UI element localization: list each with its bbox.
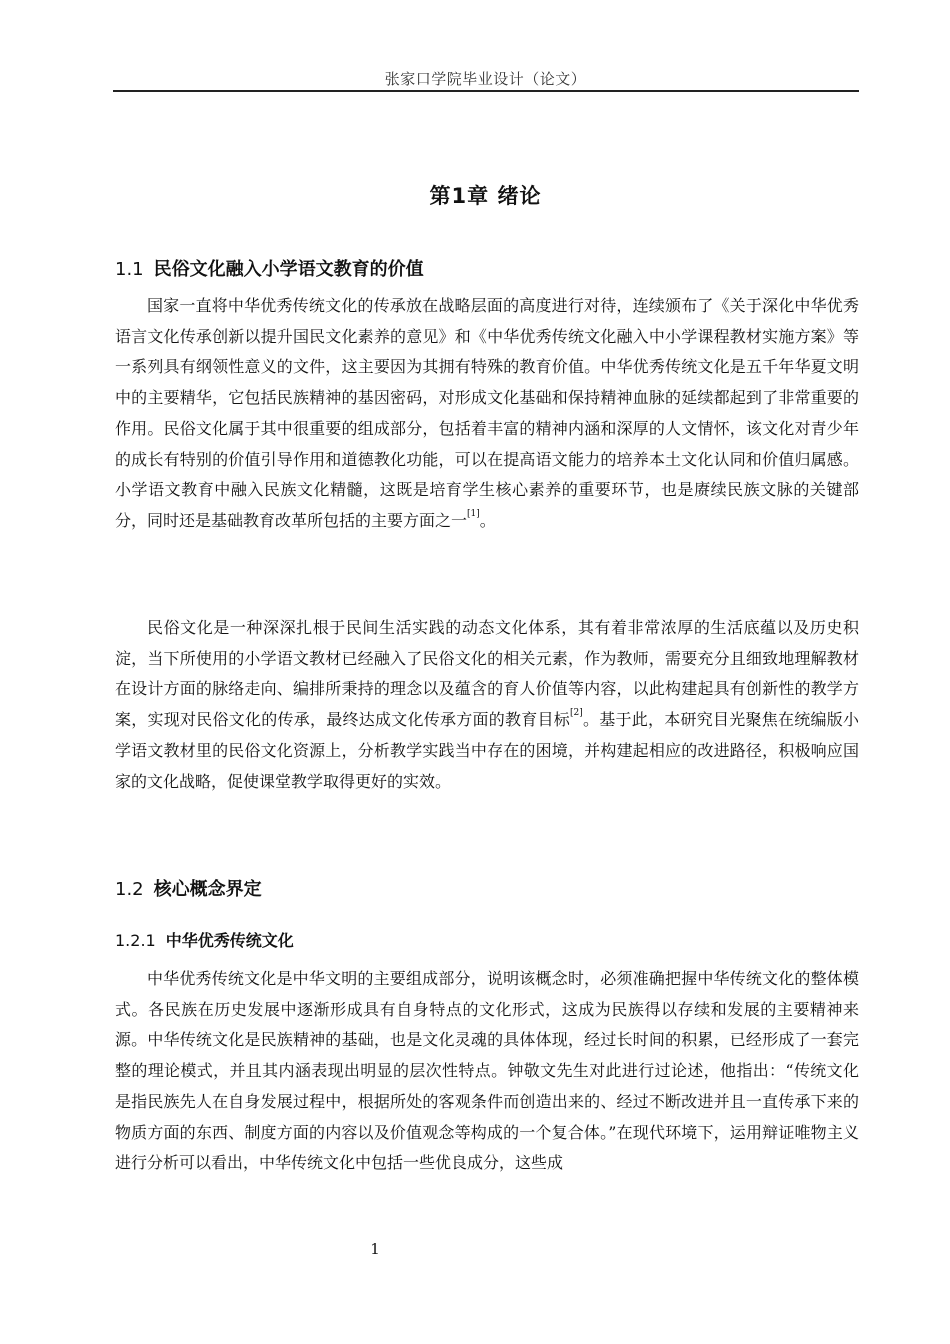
page-number: 1 [370,1240,380,1258]
body-paragraph-1 [115,291,859,537]
running-header: 张家口学院毕业设计（论文） [384,70,587,88]
section-number: 1.2 [115,879,144,900]
citation-marker: [2] [569,708,583,719]
citation-marker: [1] [467,508,480,519]
body-paragraph-2 [115,613,859,797]
body-paragraph-3: 中华优秀传统文化是中华文明的主要组成部分，说明该概念时，必须准确把握中华传统文化的整体模式。各民族在历史发展中逐渐形成具有自身特点的文化形式，这成为民族得以存续和发展的主要精神来源。中华传统文化是民族精神的基础，也是文化灵魂的具体体现，经过长时间的积累，已经形成了一套完整的理论模式，并且其内涵表现出明显的层次性特点。钟敬文先生对此进行过论述，他指出：“传统文化是指民族先人在自身发展过程中，根据所处的客观条件而创造出来的、经过不断改进并且一直传承下来的物质方面的东西、制度方面的内容以及价值观念等构成的一个复合体。”在现代环境下，运用辩证唯物主义进行分析可以看出，中华传统文化中包括一些优良成分，这些成 [115,969,859,1173]
paragraph-text: 国家一直将中华优秀传统文化的传承放在战略层面的高度进行对待，连续颁布了《关于深化中华优秀语言文化传承创新以提升国民文化素养的意见》和《中华优秀传统文化融入中小学课程教材实施方案》等一系列具有纲领性意义的文件，这主要因为其拥有特殊的教育价值。中华优秀传统文化是五千年华夏文明中的主要精华，它包括民族精神的基因密码，对形成文化基础和保持精神血脉的延续都起到了非常重要的作用。民俗文化属于其中很重要的组成部分，包括着丰富的精神内涵和深厚的人文情怀，该文化对青少年的成长有特别的价值引导作用和道德教化功能，可以在提高语文能力的培养本土文化认同和价值归属感。小学语文教育中融入民族文化精髓，这既是培育学生核心素养的重要环节，也是赓续民族文脉的关键部分，同时还是基础教育改革所包括的主要方面之一 [115,296,859,530]
section-title: 核心概念界定 [153,879,262,900]
paragraph-tail: 。基于此，本研究目光聚焦在统编版小学语文教材里的民俗文化资源上，分析教学实践当中存在的困境，并构建起相应的改进路径，积极响应国家的文化战略，促使课堂教学取得更好的实效。 [115,710,859,791]
subsection-heading-1-2-1 [115,928,294,951]
paragraph-tail: 。 [479,510,496,530]
paragraph-text: 民俗文化是一种深深扎根于民间生活实践的动态文化体系，其有着非常浓厚的生活底蕴以及历史积淀，当下所使用的小学语文教材已经融入了民俗文化的相关元素，作为教师，需要充分且细致地理解教材在设计方面的脉络走向、编排所秉持的理念以及蕴含的育人价值等内容，以此构建起具有创新性的教学方案，实现对民俗文化的传承，最终达成文化传承方面的教育目标 [115,618,859,730]
chapter-title: 第1章 绪论 [429,184,542,208]
subsection-title: 中华优秀传统文化 [165,931,294,950]
section-number: 1.1 [115,259,144,280]
header-rule [113,90,859,92]
section-heading-1-2 [115,875,262,901]
subsection-number: 1.2.1 [115,931,156,950]
section-heading-1-1 [115,255,424,281]
section-title: 民俗文化融入小学语文教育的价值 [153,259,424,280]
